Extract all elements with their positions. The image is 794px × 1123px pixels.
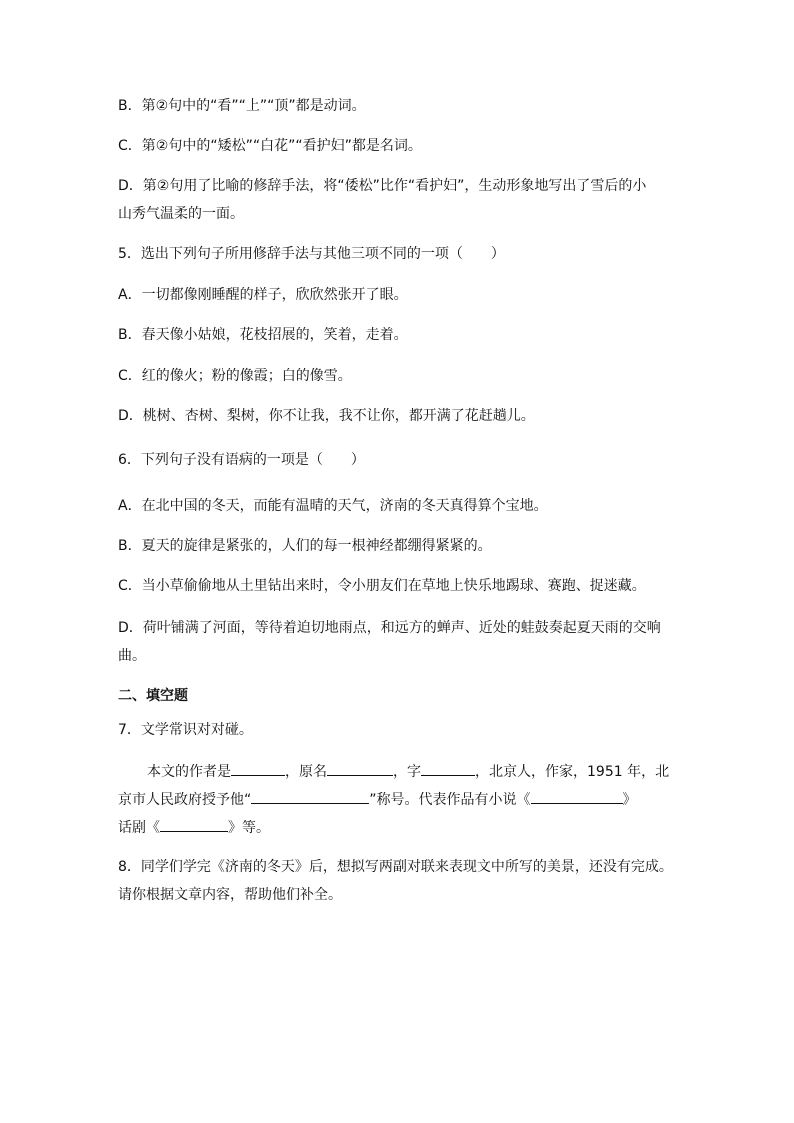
q6-option-c: C．当小草偷偷地从土里钻出来时，令小朋友们在草地上快乐地踢球、赛跑、捉迷藏。 (118, 578, 646, 594)
q7-line1 (147, 761, 669, 782)
q8-line2: 请你根据文章内容，帮助他们补全。 (118, 887, 342, 903)
blank-author[interactable] (231, 761, 285, 776)
q7-text-novel: ”称号。代表作品有小说《 (369, 792, 531, 808)
q7-text-origin: ，北京人，作家，1951 年，北 (475, 764, 670, 780)
q6-stem: 6．下列句子没有语病的一项是（ ） (118, 452, 365, 468)
q5-option-a: A．一切都像刚睡醒的样子，欣欣然张开了眼。 (118, 287, 408, 303)
q5-option-d: D．桃树、杏树、梨树，你不让我，我不让你，都开满了花赶趟儿。 (118, 408, 535, 424)
q5-option-c: C．红的像火；粉的像霞；白的像雪。 (118, 368, 352, 384)
q7-line3 (118, 817, 270, 838)
q7-text-drama: 话剧《 (118, 820, 160, 836)
q7-stem: 7．文学常识对对碰。 (118, 722, 253, 738)
q7-text-end: 》等。 (228, 820, 270, 836)
q6-option-b: B．夏天的旋律是紧张的，人们的每一根神经都绷得紧紧的。 (118, 538, 492, 554)
blank-honorary-title[interactable] (251, 789, 369, 804)
blank-original-name[interactable] (327, 761, 393, 776)
blank-courtesy-name[interactable] (421, 761, 475, 776)
q4-option-d-line1: D．第②句用了比喻的修辞手法，将“倭松”比作“看护妇”，生动形象地写出了雪后的小 (118, 178, 647, 194)
q7-text-courtesy: ，字 (393, 764, 421, 780)
section-heading-fill-in: 二、填空题 (118, 688, 188, 704)
q7-text-original-name: ，原名 (285, 764, 327, 780)
q8-line1: 8．同学们学完《济南的冬天》后，想拟写两副对联来表现文中所写的美景，还没有完成。 (118, 859, 673, 875)
q5-stem: 5．选出下列句子所用修辞手法与其他三项不同的一项（ ） (118, 246, 505, 262)
q4-option-d-line2: 山秀气温柔的一面。 (118, 206, 244, 222)
q6-option-d-line2: 曲。 (118, 648, 146, 664)
blank-novel[interactable] (531, 789, 623, 804)
q7-text-title-award: 京市人民政府授予他“ (118, 792, 252, 808)
q7-line2 (118, 789, 637, 810)
blank-drama[interactable] (160, 817, 228, 832)
q6-option-d-line1: D．荷叶铺满了河面，等待着迫切地雨点，和远方的蝉声、近处的蛙鼓奏起夏天雨的交响 (118, 620, 661, 636)
q7-text-author: 本文的作者是 (147, 764, 231, 780)
q7-text-novel-close: 》 (622, 792, 637, 808)
q6-option-a: A．在北中国的冬天，而能有温晴的天气，济南的冬天真得算个宝地。 (118, 498, 548, 514)
q5-option-b: B．春天像小姑娘，花枝招展的，笑着，走着。 (118, 327, 408, 343)
q4-option-c: C．第②句中的“矮松”“白花”“看护妇”都是名词。 (118, 138, 422, 154)
q4-option-b: B．第②句中的“看”“上”“顶”都是动词。 (118, 98, 366, 114)
